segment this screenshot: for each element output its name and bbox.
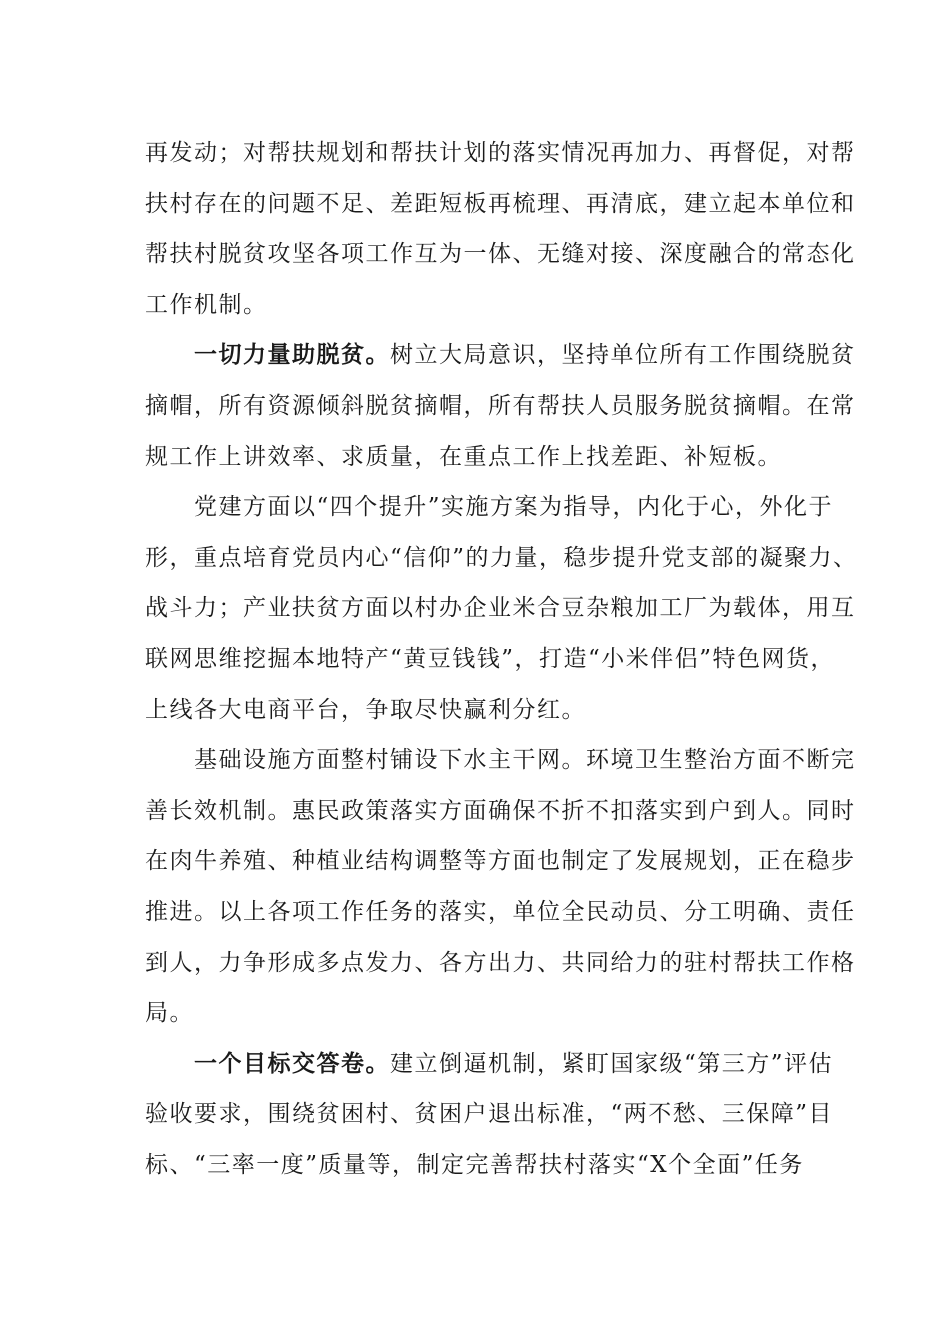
text-line: 在肉牛养殖、种植业结构调整等方面也制定了发展规划，正在稳步 <box>145 848 856 875</box>
text-line: 再发动；对帮扶规划和帮扶计划的落实情况再加力、再督促，对帮 <box>145 140 856 166</box>
text-line: 建立倒逼机制，紧盯国家级“第三方”评估 <box>390 1050 834 1077</box>
text-line: 到人，力争形成多点发力、各方出力、共同给力的驻村帮扶工作格 <box>145 949 856 976</box>
paragraph-party-building <box>145 482 858 735</box>
text-line: 扶村存在的问题不足、差距短板再梳理、再清底，建立起本单位和 <box>145 190 856 217</box>
text-line: 上线各大电商平台，争取尽快赢利分红。 <box>145 696 586 723</box>
text-line: 工作机制。 <box>145 291 268 318</box>
document-body <box>145 128 858 1190</box>
text-line: 规工作上讲效率、求质量，在重点工作上找差距、补短板。 <box>145 443 782 470</box>
paragraph-continuation <box>145 128 856 330</box>
text-line: 联网思维挖掘本地特产“黄豆钱钱”，打造“小米伴侣”特色网货， <box>145 645 836 672</box>
text-line: 验收要求，围绕贫困村、贫困户退出标准，“两不愁、三保障”目 <box>145 1101 834 1128</box>
text-line: 局。 <box>145 1000 194 1027</box>
text-line: 形，重点培育党员内心“信仰”的力量，稳步提升党支部的凝聚力、 <box>145 544 858 571</box>
text-line: 基础设施方面整村铺设下水主干网。环境卫生整治方面不断完 <box>194 747 856 774</box>
text-line-with-heading <box>145 330 856 381</box>
paragraph-heading: 一个目标交答卷。 <box>194 1049 390 1077</box>
text-line: 党建方面以“四个提升”实施方案为指导，内化于心，外化于 <box>194 494 834 521</box>
text-line: 推进。以上各项工作任务的落实，单位全民动员、分工明确、责任 <box>145 898 856 925</box>
text-line: 战斗力；产业扶贫方面以村办企业米合豆杂粮加工厂为载体，用互 <box>145 595 856 622</box>
text-line: 帮扶村脱贫攻坚各项工作互为一体、无缝对接、深度融合的常态化 <box>145 241 856 268</box>
text-line: 树立大局意识，坚持单位所有工作围绕脱贫 <box>390 342 856 369</box>
text-line: 标、“三率一度”质量等，制定完善帮扶村落实“X个全面”任务 <box>145 1151 804 1178</box>
paragraph-infrastructure <box>145 735 856 1039</box>
paragraph-heading: 一切力量助脱贫。 <box>194 341 390 369</box>
text-line: 摘帽，所有资源倾斜脱贫摘帽，所有帮扶人员服务脱贫摘帽。在常 <box>145 392 856 419</box>
paragraph-all-forces <box>145 330 856 482</box>
paragraph-one-goal <box>145 1039 834 1191</box>
text-line: 善长效机制。惠民政策落实方面确保不折不扣落实到户到人。同时 <box>145 797 856 824</box>
text-line-with-heading <box>145 1039 834 1090</box>
